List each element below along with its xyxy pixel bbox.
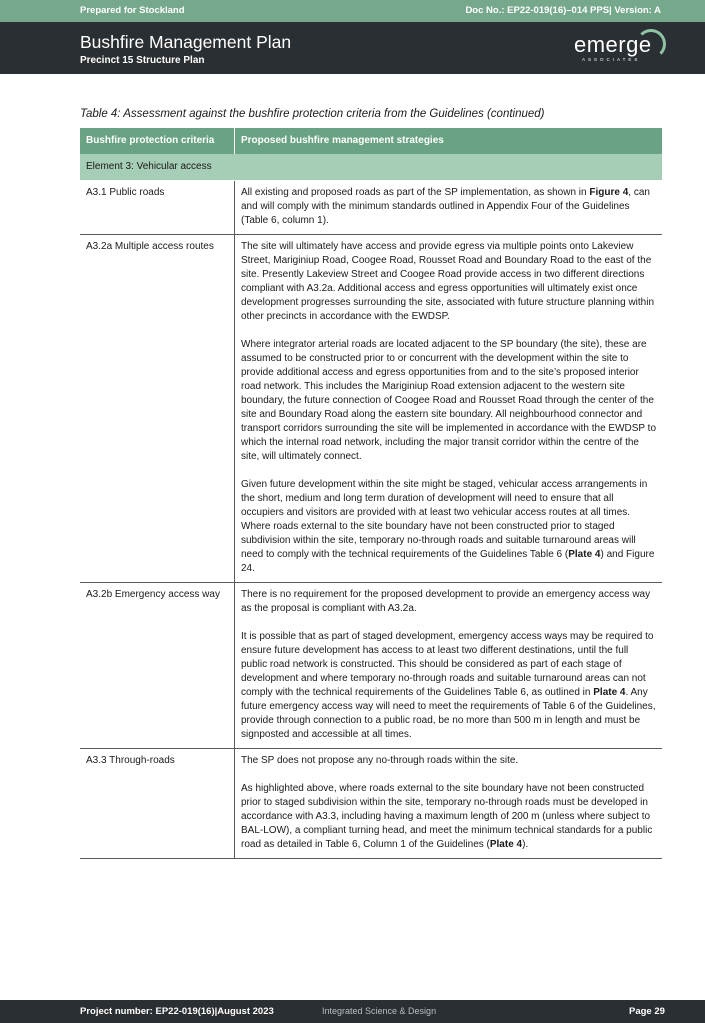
- top-bar: [0, 0, 705, 22]
- criteria-cell: A3.1 Public roads: [80, 181, 235, 235]
- column-header-strategies: Proposed bushfire management strategies: [235, 128, 663, 154]
- criteria-cell: A3.2b Emergency access way: [80, 583, 235, 749]
- document-title: Bushfire Management Plan: [80, 32, 292, 52]
- table-caption: Table 4: Assessment against the bushfire protection criteria from the Guidelines (continued): [80, 108, 545, 120]
- paragraph-text: The SP does not propose any no-through roads within the site.: [241, 755, 519, 766]
- paragraph-text: ) and Figure 24.: [241, 549, 655, 574]
- strategy-cell: [235, 749, 663, 859]
- logo-subtext: ASSOCIATES: [582, 57, 641, 62]
- reference-text: Figure 4: [589, 187, 629, 198]
- reference-text: Plate 4: [568, 549, 601, 560]
- criteria-cell: A3.3 Through-roads: [80, 749, 235, 859]
- column-header-criteria: Bushfire protection criteria: [80, 128, 235, 154]
- criteria-cell: A3.2a Multiple access routes: [80, 235, 235, 583]
- paragraph-text: The site will ultimately have access and provide egress via multiple points onto Lakeview Street, Mariginiup Road, Coogee Road, Rousset Road and Boundary Road to the east of the site. Presently Lakeview Street and Coogee Road provide access in two different directions compliant with A3.2a. Additional access and egress opportunities will ultimately exist once development progresses surrounding the site, associated with future structure planning within other precincts in accordance with the EWDSP.: [241, 241, 655, 322]
- prepared-for: Prepared for Stockland: [80, 5, 185, 16]
- strategy-cell: [235, 235, 663, 583]
- logo-wordmark: emerge: [574, 32, 652, 57]
- section-row: [80, 154, 662, 181]
- document-header: [0, 22, 705, 74]
- document-subtitle: Precinct 15 Structure Plan: [80, 55, 205, 66]
- emerge-logo: [574, 30, 664, 66]
- strategy-cell: [235, 583, 663, 749]
- document-number: Doc No.: EP22-019(16)–014 PPS| Version: A: [465, 5, 661, 16]
- strategy-paragraph: [241, 186, 656, 228]
- strategy-paragraph: [241, 782, 656, 852]
- logo-arc-icon: [636, 29, 666, 59]
- section-label: Element 3: Vehicular access: [80, 154, 662, 181]
- paragraph-text: Given future development within the site might be staged, vehicular access arrangements in the short, medium and long term duration of development will need to ensure that all occupiers and visitors are provided with at least two vehicular access routes at all times. Where roads external to the site boundary have not been constructed prior to staged subdivision within the site, temporary no-through roads and suitable turnaround areas will need to comply with the technical requirements of the Guidelines Table 6 (: [241, 479, 648, 560]
- table-header-row: [80, 128, 662, 154]
- strategy-paragraph: [241, 240, 656, 324]
- table-row: [80, 181, 662, 235]
- footer-tagline: Integrated Science & Design: [322, 1006, 437, 1016]
- page-footer: [0, 1000, 705, 1023]
- strategy-paragraph: [241, 754, 656, 768]
- page-number: Page 29: [629, 1006, 665, 1017]
- table-row: [80, 749, 662, 859]
- paragraph-text: All existing and proposed roads as part of the SP implementation, as shown in: [241, 187, 590, 198]
- reference-text: Plate 4: [593, 687, 626, 698]
- paragraph-text: , can and will comply with the minimum standards outlined in Appendix Four of the Guidelines (Table 6, column 1).: [241, 187, 650, 226]
- paragraph-text: ).: [522, 839, 529, 850]
- project-number: Project number: EP22-019(16)|August 2023: [80, 1006, 274, 1017]
- strategy-paragraph: [241, 630, 656, 742]
- reference-text: Plate 4: [489, 839, 523, 850]
- criteria-table: [80, 128, 662, 859]
- strategy-cell: [235, 181, 663, 235]
- strategy-paragraph: [241, 588, 656, 616]
- paragraph-text: Where integrator arterial roads are located adjacent to the SP boundary (the site), these are assumed to be constructed prior to or concurrent with the development within the site to provide additional access and egress opportunities from and to the site’s proposed interior road network. This includes the Mariginiup Road extension adjacent to the western site boundary, the future connection of Coogee Road and Rousset Road through the center of the site and Boundary Road along the eastern site boundary. All neighbourhood connector and transport corridors surrounding the site will be implemented in accordance with the EWDSP to which the internal road network, including the major transit corridor within the centre of the site, will ultimately connect.: [241, 339, 657, 462]
- paragraph-text: There is no requirement for the proposed development to provide an emergency access way as the proposal is compliant with A3.2a.: [241, 589, 651, 614]
- table-row: [80, 235, 662, 583]
- paragraph-text: . Any future emergency access way will need to meet the requirements of Table 6 of the Guidelines, provide through connection to a public road, be no more than 500 m in length and must be signposted and accessible at all times.: [241, 687, 656, 740]
- paragraph-text: It is possible that as part of staged development, emergency access ways may be required to ensure future development has access to at least two different destinations, until the full public road network is constructed. This should be considered as part of each stage of development and where temporary no-through roads and suitable turnaround areas can not comply with the technical requirements of the Guidelines Table 6, as outlined in: [241, 631, 654, 698]
- paragraph-text: As highlighted above, where roads external to the site boundary have not been constructed prior to staged subdivision within the site, temporary no-through roads must be developed in accordance with A3.3, including having a maximum length of 200 m (unless where subject to BAL-LOW), a compliant turning head, and meet the minimum technical standards for a public road as detailed in Table 6, Column 1 of the Guidelines (: [241, 783, 653, 850]
- strategy-paragraph: [241, 338, 656, 464]
- strategy-paragraph: [241, 478, 656, 576]
- table-row: [80, 583, 662, 749]
